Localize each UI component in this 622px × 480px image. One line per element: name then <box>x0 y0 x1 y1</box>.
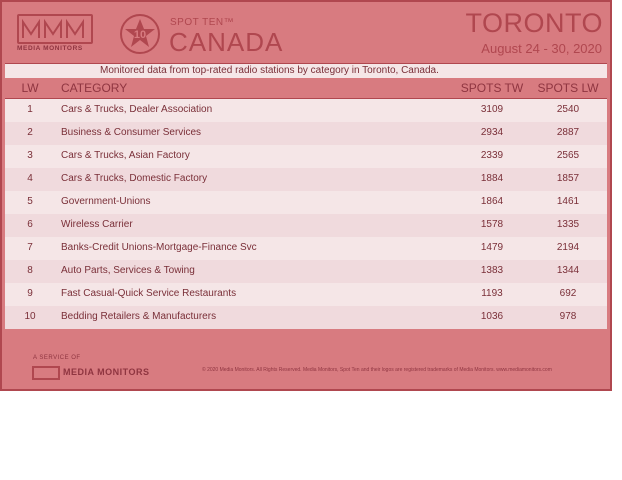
row-spots-tw: 2339 <box>480 150 504 161</box>
row-lw: 3 <box>27 150 33 161</box>
header-spots-tw: SPOTS TW <box>460 81 524 95</box>
header-spots-lw: SPOTS LW <box>537 81 599 95</box>
table-row <box>5 122 607 145</box>
row-spots-tw: 1383 <box>480 265 504 276</box>
row-spots-lw: 1461 <box>556 196 580 207</box>
table-row <box>5 260 607 283</box>
row-lw: 9 <box>27 288 33 299</box>
table-row <box>5 191 607 214</box>
table-header <box>5 79 607 99</box>
header-lw: LW <box>21 81 39 95</box>
logo-waves-icon <box>19 16 91 42</box>
row-spots-tw: 1479 <box>480 242 504 253</box>
row-category: Cars & Trucks, Domestic Factory <box>61 173 208 184</box>
row-category: Business & Consumer Services <box>61 127 202 138</box>
logo-wordmark: MEDIA MONITORS <box>17 45 83 52</box>
row-spots-lw: 1344 <box>556 265 580 276</box>
row-spots-tw: 1036 <box>480 311 504 322</box>
row-lw: 5 <box>27 196 33 207</box>
row-spots-lw: 978 <box>559 311 577 322</box>
date-range: August 24 - 30, 2020 <box>481 41 602 56</box>
row-lw: 1 <box>27 104 33 115</box>
header-category: CATEGORY <box>61 81 128 95</box>
row-category: Cars & Trucks, Asian Factory <box>61 150 190 161</box>
row-spots-lw: 2194 <box>556 242 580 253</box>
subtitle-bar <box>5 63 607 78</box>
spot-ten-label: SPOT TEN™ <box>170 17 235 28</box>
row-spots-tw: 1578 <box>480 219 504 230</box>
table-row <box>5 283 607 306</box>
subtitle: Monitored data from top-rated radio stations by category in Toronto, Canada. <box>100 65 439 76</box>
row-category: Auto Parts, Services & Towing <box>61 265 195 276</box>
footer-logo-icon <box>32 366 60 380</box>
media-monitors-logo-icon <box>17 14 93 54</box>
footer <box>2 347 610 390</box>
row-category: Cars & Trucks, Dealer Association <box>61 104 213 115</box>
row-spots-lw: 2565 <box>556 150 580 161</box>
row-spots-lw: 2540 <box>556 104 580 115</box>
row-spots-lw: 692 <box>559 288 577 299</box>
row-spots-tw: 3109 <box>480 104 504 115</box>
table-row <box>5 306 607 329</box>
row-spots-tw: 1864 <box>480 196 504 207</box>
row-spots-tw: 1193 <box>481 288 503 299</box>
table-row <box>5 99 607 122</box>
rankings-table <box>5 79 607 329</box>
row-lw: 4 <box>27 173 33 184</box>
row-spots-lw: 2887 <box>556 127 580 138</box>
header <box>2 2 610 63</box>
star-badge-icon <box>120 14 160 54</box>
badge-number: 10 <box>133 29 147 41</box>
row-category: Wireless Carrier <box>61 219 133 230</box>
table-row <box>5 214 607 237</box>
row-category: Banks-Credit Unions-Mortgage-Finance Svc <box>61 242 257 253</box>
row-lw: 10 <box>24 311 36 322</box>
row-spots-tw: 2934 <box>480 127 504 138</box>
row-lw: 7 <box>27 242 33 253</box>
row-spots-lw: 1857 <box>556 173 580 184</box>
table-row <box>5 237 607 260</box>
table-row <box>5 168 607 191</box>
row-lw: 6 <box>27 219 33 230</box>
row-lw: 2 <box>27 127 33 138</box>
city-title: TORONTO <box>465 8 603 38</box>
country-title: CANADA <box>169 27 284 57</box>
footer-logo <box>32 365 162 381</box>
table-row <box>5 145 607 168</box>
copyright: © 2020 Media Monitors. All Rights Reserved. Media Monitors, Spot Ten and their logos are registered trademarks of Media Monitors. www.mediamonitors.com <box>202 367 552 373</box>
row-spots-tw: 1884 <box>480 173 504 184</box>
row-spots-lw: 1335 <box>556 219 580 230</box>
row-category: Bedding Retailers & Manufacturers <box>61 311 217 322</box>
row-category: Fast Casual-Quick Service Restaurants <box>61 288 237 299</box>
service-label: A SERVICE OF <box>33 355 81 361</box>
row-category: Government-Unions <box>61 196 151 207</box>
row-lw: 8 <box>27 265 33 276</box>
footer-logo-text: MEDIA MONITORS <box>63 367 150 377</box>
